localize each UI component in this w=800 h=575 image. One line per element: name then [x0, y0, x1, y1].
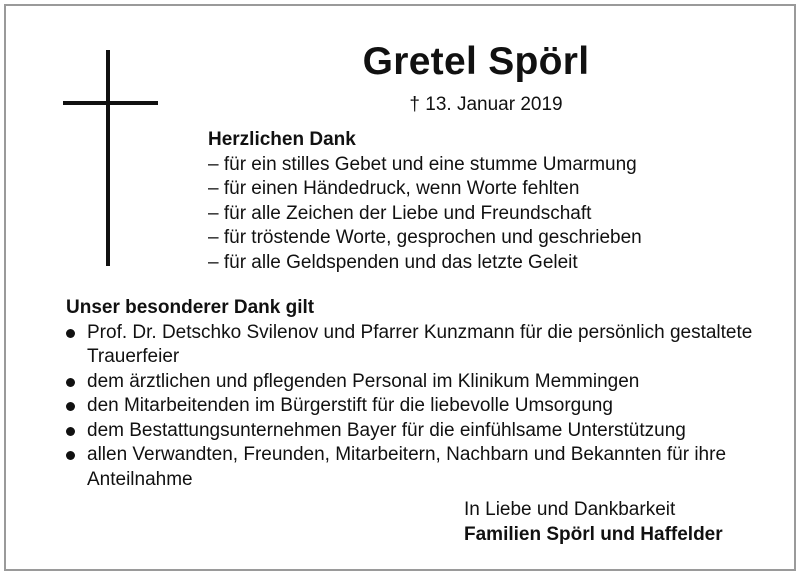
closing-line: In Liebe und Dankbarkeit [464, 499, 676, 520]
obituary-card [4, 4, 796, 571]
bullet-icon [66, 378, 75, 387]
bullet-icon [66, 402, 75, 411]
list-item [66, 419, 756, 444]
list-item-text: dem Bestattungsunternehmen Bayer für die einfühlsame Unterstützung [87, 419, 686, 441]
list-item [66, 443, 756, 492]
thanks-line: – für alle Zeichen der Liebe und Freundschaft [208, 202, 592, 224]
bullet-icon [66, 427, 75, 436]
thanks-line: – für einen Händedruck, wenn Worte fehlten [208, 178, 580, 199]
cross-icon [106, 50, 110, 266]
list-item [66, 321, 756, 370]
list-item-text: allen Verwandten, Freunden, Mitarbeitern, Nachbarn und Bekannten für ihre Anteilnahme [87, 444, 727, 490]
list-item [66, 394, 756, 419]
list-item-text: den Mitarbeitenden im Bürgerstift für die liebevolle Umsorgung [87, 395, 613, 416]
thanks-line: – für alle Geldspenden und das letzte Geleit [208, 251, 578, 273]
bullet-icon [66, 451, 75, 460]
special-thanks-heading: Unser besonderer Dank gilt [66, 297, 315, 318]
list-item-text: Prof. Dr. Detschko Svilenov und Pfarrer Kunzmann für die persönlich gestaltete Trauerfeier [87, 321, 753, 367]
thanks-line: – für tröstende Worte, gesprochen und geschrieben [208, 227, 642, 248]
signature: Familien Spörl und Haffelder [464, 524, 723, 545]
list-item [66, 370, 756, 395]
thanks-section [208, 128, 642, 275]
death-date: † 13. Januar 2019 [409, 94, 563, 115]
cross-icon-crossbar [63, 101, 158, 105]
list-item-text: dem ärztlichen und pflegenden Personal im Klinikum Memmingen [87, 370, 640, 392]
deceased-name: Gretel Spörl [362, 40, 590, 83]
thanks-heading: Herzlichen Dank [208, 129, 356, 150]
thanks-line: – für ein stilles Gebet und eine stumme Umarmung [208, 153, 637, 175]
closing-block [464, 497, 723, 547]
special-thanks-section [66, 296, 756, 492]
bullet-icon [66, 329, 75, 338]
